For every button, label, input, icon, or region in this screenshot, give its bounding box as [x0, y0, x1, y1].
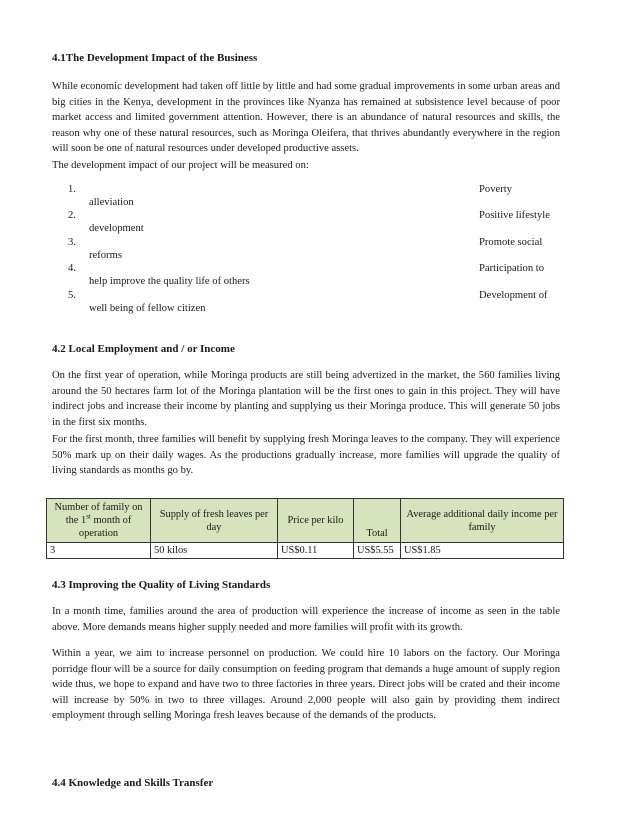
list-text: Promote social	[479, 237, 543, 248]
list-item	[52, 290, 560, 318]
header-supply: Supply of fresh leaves per day	[151, 499, 278, 543]
header-total: Total	[354, 499, 401, 543]
paragraph-first-month: For the first month, three families will benefit by supplying fresh Moringa leaves to the company. They will experience 50% mark up on their daily wages. As the productions gradually increase, more families will upgrade the quality of living standards as months go by.	[52, 434, 560, 476]
list-text-continuation: help improve the quality life of others	[89, 276, 250, 287]
list-text-continuation: development	[89, 223, 144, 234]
header-price: Price per kilo	[278, 499, 354, 543]
list-item	[52, 263, 560, 291]
table-header-row	[47, 499, 564, 543]
list-number: 5.	[68, 290, 76, 301]
cell-supply: 50 kilos	[151, 543, 278, 559]
list-number: 4.	[68, 263, 76, 274]
list-text: Poverty	[479, 184, 512, 195]
header-family-count: Number of family on the 1st month of operation	[47, 499, 151, 543]
cell-price: US$0.11	[278, 543, 354, 559]
list-item	[52, 210, 560, 238]
income-table	[46, 498, 564, 559]
list-item	[52, 237, 560, 265]
table-row	[47, 543, 564, 559]
cell-family-count: 3	[47, 543, 151, 559]
heading-4-3: 4.3 Improving the Quality of Living Standards	[52, 579, 271, 591]
cell-total: US$5.55	[354, 543, 401, 559]
list-number: 3.	[68, 237, 76, 248]
list-number: 1.	[68, 184, 76, 195]
list-item	[52, 184, 560, 212]
list-text: Participation to	[479, 263, 545, 274]
cell-average-income: US$1.85	[401, 543, 564, 559]
heading-4-2: 4.2 Local Employment and / or Income	[52, 343, 235, 355]
list-number: 2.	[68, 210, 76, 221]
header-average-income: Average additional daily income per family	[401, 499, 564, 543]
list-text-continuation: well being of fellow citizen	[89, 303, 206, 314]
list-text: Development of	[479, 290, 548, 301]
list-text-continuation: reforms	[89, 250, 122, 261]
paragraph-month-increase: In a month time, families around the area of production will experience the increase of income as seen in the table above. More demands means higher supply needed and more families will profit with its growth.	[52, 606, 560, 633]
paragraph-within-a-year: Within a year, we aim to increase personnel on production. We could hire 10 labors on the factory. Our Moringa porridge flour will be a source for daily consumption on feeding program that demands a huge amount of supply region wide thus, we hope to expand and have two to three factories in three years. Direct jobs will be crated and their income will increase by 50% in two to three villages. Around 2,000 people will also gain by providing them indirect employment through selling Moringa fresh leaves because of the demands of the products.	[52, 648, 560, 721]
paragraph-first-year: On the first year of operation, while Moringa products are still being advertized in the market, the 560 families living around the 50 hectares farm lot of the Moringa plantation will be the first ones to gain in this project. They will have indirect jobs and increase their income by planting and supplying us their Moringa produce. This will generate 50 jobs in the first six months.	[52, 370, 560, 428]
list-text-continuation: alleviation	[89, 197, 134, 208]
heading-4-1: 4.1The Development Impact of the Business	[52, 52, 258, 64]
paragraph-impact-intro: The development impact of our project will be measured on:	[52, 160, 309, 171]
heading-4-4: 4.4 Knowledge and Skills Transfer	[52, 777, 214, 789]
paragraph-development-context: While economic development had taken off little by little and had some gradual improvements in some urban areas and big cities in the Kenya, development in the provinces like Nyanza has remained at subsistence level because of poor market access and limited government attention. However, there is an abundance of natural resources and skills, the reason why one of these natural resources, such as Moringa Oleifera, that thrives abundantly everywhere in the region will soon be one of natural resources under developed productive assets.	[52, 81, 560, 154]
list-text: Positive lifestyle	[479, 210, 550, 221]
